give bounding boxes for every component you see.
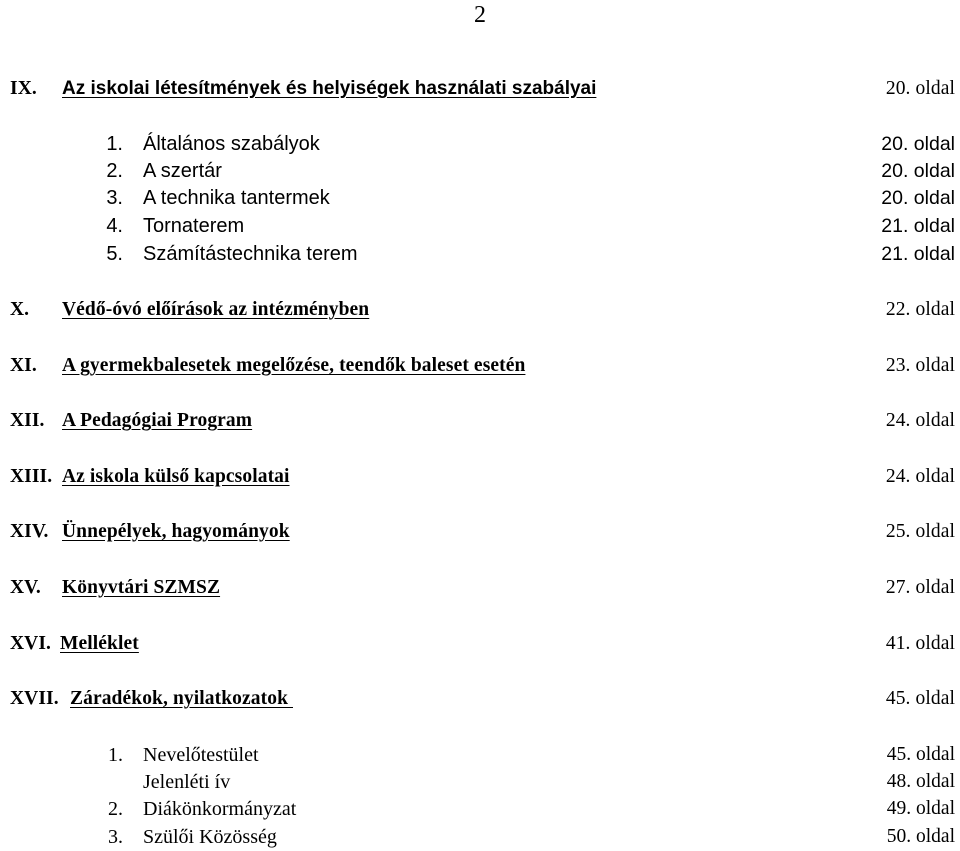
toc-chapter-title[interactable]: A gyermekbalesetek megelőzése, teendők baleset esetén bbox=[62, 355, 526, 376]
toc-subitem[interactable] bbox=[0, 213, 960, 239]
toc-chapter-number: XI. bbox=[10, 355, 37, 376]
toc-page-ref: 27. oldal bbox=[885, 577, 955, 598]
toc-chapter-xi[interactable] bbox=[0, 353, 960, 379]
toc-chapter-number: XV. bbox=[10, 577, 41, 598]
toc-chapter-xiii[interactable] bbox=[0, 464, 960, 490]
toc-chapter-xii[interactable] bbox=[0, 408, 960, 434]
toc-chapter-ix[interactable] bbox=[0, 76, 960, 102]
toc-page-ref: 20. oldal bbox=[881, 160, 955, 182]
toc-chapter-xv[interactable] bbox=[0, 575, 960, 601]
toc-subitem-title: Jelenléti ív bbox=[143, 771, 231, 793]
toc-chapter-title[interactable]: Melléklet bbox=[60, 633, 139, 654]
toc-page-ref: 23. oldal bbox=[885, 355, 955, 376]
toc-subitem[interactable] bbox=[0, 824, 960, 850]
toc-page-ref: 20. oldal bbox=[885, 78, 955, 99]
toc-page-ref: 20. oldal bbox=[881, 187, 955, 209]
toc-page-ref: 21. oldal bbox=[881, 215, 955, 237]
toc-page-ref: 41. oldal bbox=[885, 633, 955, 654]
toc-chapter-number: X. bbox=[10, 299, 30, 320]
toc-page-ref: 24. oldal bbox=[885, 466, 955, 487]
toc-subitem[interactable] bbox=[0, 158, 960, 184]
toc-subitem-title: Általános szabályok bbox=[143, 133, 320, 155]
toc-subitem-title: Nevelőtestület bbox=[143, 744, 259, 766]
toc-page-ref: 20. oldal bbox=[881, 133, 955, 155]
toc-subitem[interactable] bbox=[0, 796, 960, 822]
toc-chapter-title[interactable]: Az iskolai létesítmények és helyiségek használati szabályai bbox=[62, 78, 597, 99]
toc-page-ref: 45. oldal bbox=[886, 744, 955, 765]
toc-subitem-number: 3. bbox=[106, 187, 123, 209]
toc-chapter-number: XIII. bbox=[10, 466, 53, 487]
toc-page-ref: 24. oldal bbox=[885, 410, 955, 431]
toc-chapter-number: XVII. bbox=[10, 688, 59, 709]
toc-subitem-title: Szülői Közösség bbox=[143, 826, 277, 848]
toc-page-ref: 49. oldal bbox=[886, 798, 955, 819]
toc-subitem-number: 5. bbox=[106, 243, 123, 265]
toc-chapter-title[interactable]: A Pedagógiai Program bbox=[62, 410, 253, 431]
toc-subitem-title: Tornaterem bbox=[143, 215, 245, 237]
toc-chapter-x[interactable] bbox=[0, 297, 960, 323]
toc-chapter-number: IX. bbox=[10, 78, 37, 99]
toc-chapter-xiv[interactable] bbox=[0, 519, 960, 545]
toc-page-ref: 25. oldal bbox=[885, 521, 955, 542]
toc-page-ref: 48. oldal bbox=[886, 771, 955, 792]
toc-subitem[interactable] bbox=[0, 241, 960, 267]
toc-chapter-number: XIV. bbox=[10, 521, 49, 542]
toc-chapter-title[interactable]: Záradékok, nyilatkozatok bbox=[70, 688, 293, 709]
toc-page-ref: 21. oldal bbox=[881, 243, 955, 265]
toc-subitem-title: A technika tantermek bbox=[143, 187, 330, 209]
toc-subitem-number: 3. bbox=[108, 826, 123, 848]
toc-chapter-number: XVI. bbox=[10, 633, 52, 654]
toc-page-ref: 45. oldal bbox=[885, 688, 955, 709]
toc-subitem-number: 1. bbox=[106, 133, 123, 155]
toc-page-ref: 50. oldal bbox=[886, 826, 955, 847]
toc-chapter-title[interactable]: Védő-óvó előírások az intézményben bbox=[62, 299, 370, 320]
toc-subitem[interactable] bbox=[0, 769, 960, 795]
toc-subitem-title: Diákönkormányzat bbox=[143, 798, 297, 820]
toc-subitem-title: A szertár bbox=[143, 160, 222, 182]
toc-subitem-title: Számítástechnika terem bbox=[143, 243, 358, 265]
toc-chapter-xvi[interactable] bbox=[0, 631, 960, 657]
toc-chapter-xvii[interactable] bbox=[0, 686, 960, 712]
toc-subitem-number: 2. bbox=[106, 160, 123, 182]
toc-page-ref: 22. oldal bbox=[885, 299, 955, 320]
toc-subitem-number: 2. bbox=[108, 798, 123, 820]
toc-subitem-number: 1. bbox=[108, 744, 123, 766]
toc-subitem[interactable] bbox=[0, 742, 960, 768]
toc-chapter-title[interactable]: Ünnepélyek, hagyományok bbox=[62, 521, 290, 542]
toc-subitem[interactable] bbox=[0, 185, 960, 211]
toc-subitem[interactable] bbox=[0, 131, 960, 157]
toc-chapter-title[interactable]: Könyvtári SZMSZ bbox=[62, 577, 221, 598]
toc-chapter-title[interactable]: Az iskola külső kapcsolatai bbox=[62, 466, 290, 487]
page-number: 2 bbox=[474, 2, 486, 28]
toc-chapter-number: XII. bbox=[10, 410, 45, 431]
toc-subitem-number: 4. bbox=[106, 215, 123, 237]
